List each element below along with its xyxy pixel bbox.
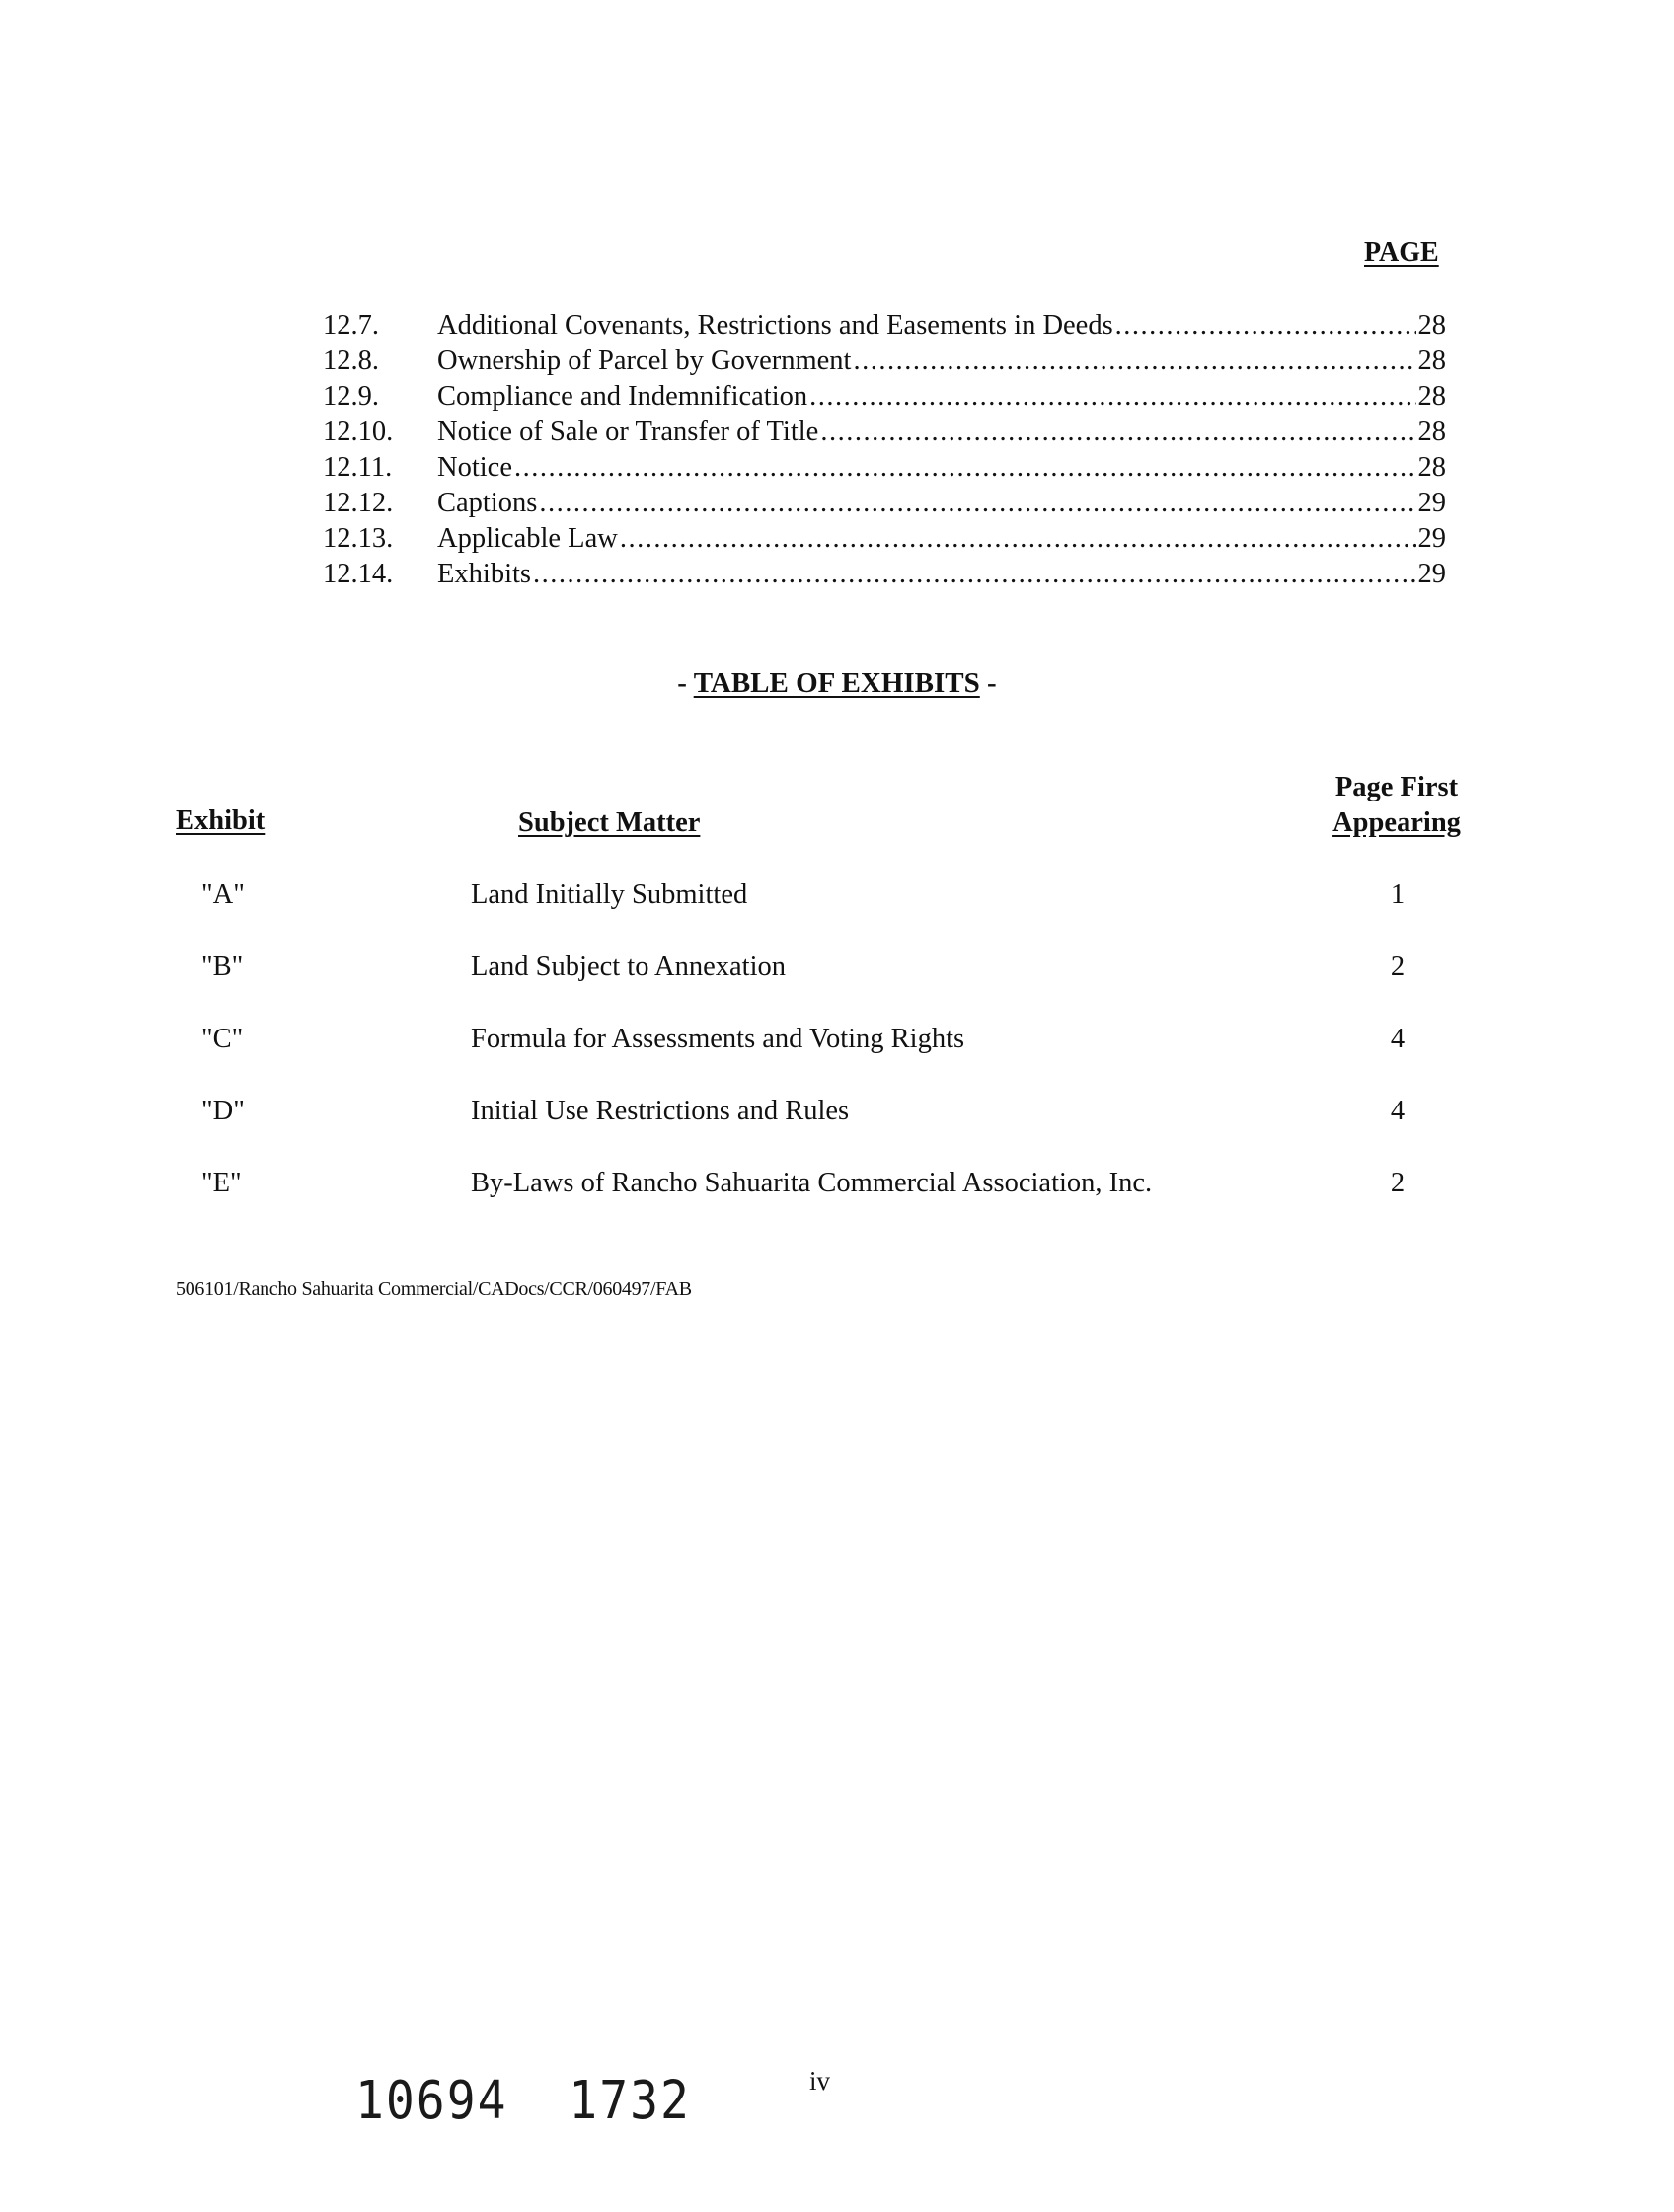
toc-entry	[323, 343, 1446, 379]
toc-entry	[323, 450, 1446, 486]
exhibit-id: "D"	[201, 1096, 245, 1126]
exhibit-page: 1	[1390, 879, 1406, 910]
toc-entry-number: 12.8.	[323, 345, 379, 376]
toc-entry-number: 12.13.	[323, 523, 394, 554]
toc-entry-page: 28	[1417, 310, 1446, 341]
toc-entry-number: 12.14.	[323, 559, 394, 589]
exhibit-id: "B"	[201, 952, 244, 982]
toc-entry-page: 29	[1417, 523, 1446, 554]
table-row	[0, 1020, 1674, 1059]
recording-stamp: 10694 1732	[355, 2069, 691, 2132]
subject-column-header: Subject Matter	[518, 807, 701, 838]
toc-entry	[323, 379, 1446, 415]
exhibit-page: 2	[1390, 1168, 1406, 1198]
heading-suffix: -	[979, 667, 997, 699]
heading-prefix: -	[677, 667, 694, 699]
toc-leader-dots	[514, 450, 1416, 486]
toc-entry-page: 29	[1417, 488, 1446, 518]
toc-entry-page: 29	[1417, 559, 1446, 589]
exhibit-id: "E"	[201, 1168, 242, 1198]
exhibit-id: "A"	[201, 879, 245, 910]
exhibit-subject: Land Subject to Annexation	[471, 952, 786, 982]
toc-entry-page: 28	[1417, 381, 1446, 412]
document-reference: 506101/Rancho Sahuarita Commercial/CADocs/CCR/060497/FAB	[176, 1278, 692, 1300]
toc-leader-dots	[809, 379, 1415, 415]
exhibit-subject: Formula for Assessments and Voting Rights	[471, 1024, 965, 1054]
toc-leader-dots	[539, 486, 1415, 521]
toc-entry-page: 28	[1417, 452, 1446, 483]
exhibit-page: 4	[1390, 1096, 1406, 1126]
toc-entry-title: Exhibits	[437, 559, 532, 589]
page-header-line2: Appearing	[1332, 807, 1461, 838]
toc-entry	[323, 521, 1446, 557]
toc-page-column-header: PAGE	[1364, 237, 1439, 267]
table-row	[0, 948, 1674, 987]
toc-leader-dots	[853, 343, 1415, 379]
table-row	[0, 1164, 1674, 1203]
toc-entry-number: 12.12.	[323, 488, 394, 518]
toc-entry-title: Captions	[437, 488, 538, 518]
exhibit-subject: By-Laws of Rancho Sahuarita Commercial Association, Inc.	[471, 1168, 1153, 1198]
toc-entry	[323, 486, 1446, 521]
page-first-appearing-header	[1323, 770, 1471, 841]
table-row	[0, 1092, 1674, 1131]
toc-entry-title: Notice	[437, 452, 512, 483]
exhibit-page: 4	[1390, 1024, 1406, 1054]
exhibit-id: "C"	[201, 1024, 244, 1054]
page-header-line1: Page First	[1334, 772, 1459, 802]
toc-leader-dots	[820, 415, 1415, 450]
toc-entry-title: Applicable Law	[437, 523, 618, 554]
toc-entry	[323, 415, 1446, 450]
toc-leader-dots	[533, 557, 1415, 592]
exhibit-subject: Initial Use Restrictions and Rules	[471, 1096, 850, 1126]
toc-entry	[323, 308, 1446, 343]
toc-entry-number: 12.11.	[323, 452, 393, 483]
heading-title: TABLE OF EXHIBITS	[693, 667, 980, 699]
toc-entry-page: 28	[1417, 345, 1446, 376]
toc-entry-title: Notice of Sale or Transfer of Title	[437, 417, 819, 447]
toc-entry-title: Compliance and Indemnification	[437, 381, 808, 412]
toc-leader-dots	[620, 521, 1416, 557]
toc-entry-number: 12.9.	[323, 381, 379, 412]
toc-entry-title: Ownership of Parcel by Government	[437, 345, 852, 376]
toc-leader-dots	[1115, 308, 1416, 343]
exhibit-column-header: Exhibit	[176, 805, 266, 836]
toc-entry-page: 28	[1417, 417, 1446, 447]
toc-entry-number: 12.7.	[323, 310, 379, 341]
toc-entry-title: Additional Covenants, Restrictions and Easements in Deeds	[437, 310, 1113, 341]
table-of-exhibits-heading	[0, 667, 1674, 700]
exhibit-subject: Land Initially Submitted	[471, 879, 748, 910]
table-row	[0, 876, 1674, 915]
page-number: iv	[809, 2066, 831, 2096]
toc-entry-number: 12.10.	[323, 417, 394, 447]
exhibit-page: 2	[1390, 952, 1406, 982]
toc-entry	[323, 557, 1446, 592]
